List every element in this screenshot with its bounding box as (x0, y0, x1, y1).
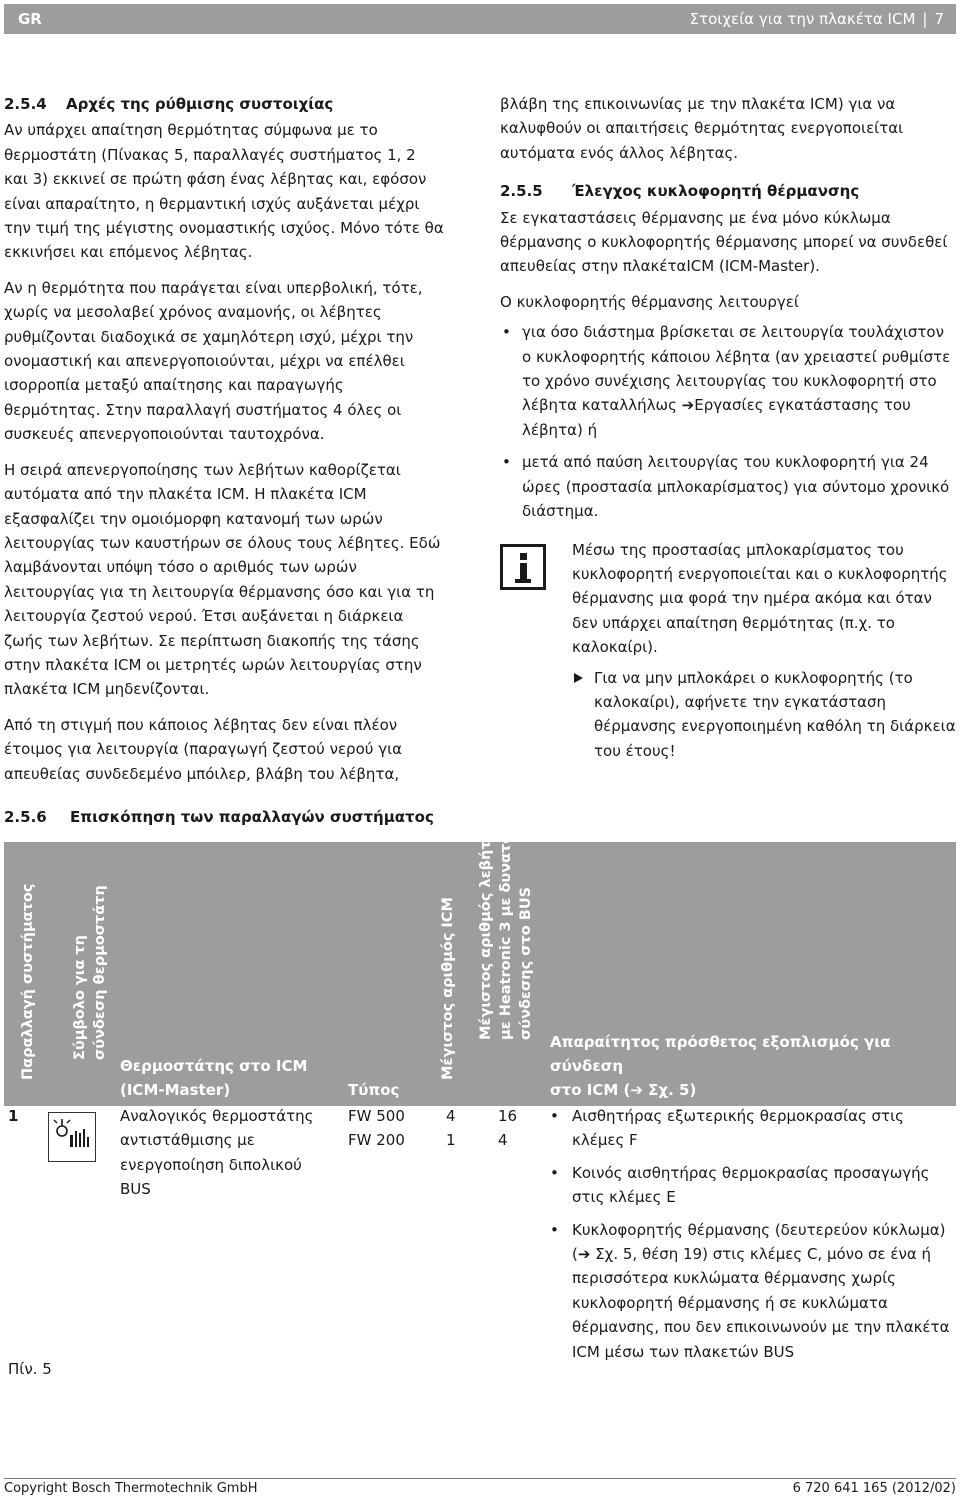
equipment-list (548, 1104, 956, 1364)
list-item: • για όσο διάστημα βρίσκεται σε λειτουργία τουλάχιστον ο κυκλοφορητής κάποιου λέβητα (αν χρειαστεί ρυθμίστε το χρόνο συνέχισης λειτουργίας του κυκλοφορητή στο λέβητα καταλλήλως ➔Εργασίες εγκατάστασης του λέβητα) ή (500, 320, 956, 442)
section-number: 2.5.4 (4, 95, 47, 113)
header-max-boilers-line: σύνδεσης στο BUS (518, 886, 534, 1040)
icm-value: 1 (446, 1131, 456, 1150)
info-note (500, 538, 956, 764)
right-column (500, 92, 956, 763)
cell-variant: 1 (8, 1107, 19, 1125)
max-boilers-value: 4 (498, 1131, 508, 1150)
language-code: GR (18, 10, 42, 28)
type-value: FW 200 (348, 1131, 405, 1150)
paragraph: Αν η θερμότητα που παράγεται είναι υπερβολική, τότε, χωρίς να μεσολαβεί χρόνος αναμονής, οι λέβητες ρυθμίζονται διαδοχικά σε χαμηλότερη ισχύ, μέχρι την ονομαστική και απενεργοποιούνται, μέχρι να επέλθει ισορροπία μεταξύ απαίτησης και παραγωγής θερμότητας. Στην παραλλαγή συστήματος 4 όλες οι συσκευές απενεργοποιούνται ταυτοχρόνα. (4, 278, 423, 444)
header-max-boilers-line: με Heatronic 3 με δυνατότητα (498, 794, 514, 1040)
header-symbol (66, 842, 122, 1106)
table-caption: Πίν. 5 (8, 1360, 52, 1378)
header-title: Στοιχεία για την πλακέτα ICM | 7 (689, 10, 944, 28)
cell-thermostat: Αναλογικός θερμοστάτης αντιστάθμισης με ενεργοποίηση διπολικού BUS (120, 1107, 314, 1199)
bullet-list (500, 320, 956, 523)
arrow-right-icon (574, 673, 583, 683)
header-variant (16, 842, 46, 1106)
header-thermostat (120, 1054, 307, 1102)
page-number: 7 (934, 10, 944, 28)
header-equipment-line: Απαραίτητος πρόσθετος εξοπλισμός για σύνδεση (550, 1033, 891, 1075)
thermostat-symbol-svg (49, 1113, 94, 1160)
section-title: Αρχές της ρύθμισης συστοιχίας (66, 95, 334, 113)
note-step (572, 666, 956, 764)
section-heading-2-5-4 (4, 92, 444, 116)
list-item: • μετά από παύση λειτουργίας του κυκλοφορητή για 24 ώρες (προστασία μπλοκαρίσματος) για σύντομο χρονικό διάστημα. (500, 450, 956, 523)
list-item: • Κυκλοφορητής θέρμανσης (δευτερεύον κύκλωμα) (➔ Σχ. 5, θέση 19) στις κλέμες C, μόνο σε ένα ή περισσότερα κυκλώματα θέρμανσης χωρίς κυκλοφορητή θέρμανσης ή σε κυκλώματα θέρμανσης, που δεν επικοινωνούν με την πλακέτα ICM μέσω των πλακετών BUS (548, 1218, 956, 1364)
cell-equipment (548, 1104, 956, 1374)
note-text: Μέσω της προστασίας μπλοκαρίσματος του κυκλοφορητή ενεργοποιείται και ο κυκλοφορητής θέρμανσης μια φορά την ημέρα ακόμα και όταν δεν υπάρχει απαίτηση θερμότητας (π.χ. το καλοκαίρι). (572, 540, 948, 657)
header-max-boilers-line: Μέγιστος αριθμός λεβήτων (478, 817, 494, 1040)
paragraph: Ο κυκλοφορητής θέρμανσης λειτουργεί (500, 292, 799, 311)
left-column (4, 92, 444, 797)
max-boilers-value: 16 (498, 1107, 518, 1125)
header-max-icm-text: Μέγιστος αριθμός ICM (440, 897, 456, 1080)
section-heading-2-5-6 (4, 808, 434, 826)
list-item: • Αισθητήρας εξωτερικής θερμοκρασίας στις κλέμες F (548, 1104, 956, 1153)
section-number: 2.5.6 (4, 808, 47, 826)
cell-type (348, 1104, 428, 1153)
paragraph: Αν υπάρχει απαίτηση θερμότητας σύμφωνα με το θερμοστάτη (Πίνακας 5, παραλλαγές συστήματος 1, 2 και 3) εκκινεί σε πρώτη φάση ένας λέβητας και, εφόσον είναι απαραίτητο, η θερμαντική ισχύς αυξάνεται μέχρι την τιμή της μέγιστης ονομαστικής ισχύος. Μόνο τότε θα εκκινήσει και επόμενος λέβητας. (4, 121, 444, 262)
type-value: FW 500 (348, 1107, 405, 1125)
note-step-text: Για να μην μπλοκάρει ο κυκλοφορητής (το καλοκαίρι), αφήνετε την εγκατάσταση θέρμανσης ενεργοποιημένη καθόλη τη διάρκεια του έτους! (594, 668, 956, 760)
paragraph: Η σειρά απενεργοποίησης των λεβήτων καθορίζεται αυτόματα από την πλακέτα ICM. Η πλακέτα ICM εξασφαλίζει την ομοιόμορφη κατανομή των ωρών λειτουργίας των καυστήρων σε όλους τους λέβητες. Εδώ λαμβάνονται υπόψη τόσο ο αριθμός των ωρών λειτουργίας για τη λειτουργία θέρμανσης όσο και για τη λειτουργία ζεστού νερού. Έτσι αυξάνεται η διάρκεια ζωής των λεβήτων. Σε περίπτωση διακοπής της τάσης στην πλακέτα ICM οι μετρητές ωρών λειτουργίας στην πλακέτα ICM μηδενίζονται. (4, 460, 441, 699)
section-title: Επισκόπηση των παραλλαγών συστήματος (70, 808, 434, 826)
page-header (4, 4, 956, 34)
header-max-boilers (474, 794, 548, 1106)
info-icon (500, 544, 546, 590)
thermostat-symbol-icon (48, 1112, 96, 1162)
paragraph: βλάβη της επικοινωνίας με την πλακέτα ICM) για να καλυφθούν οι απαιτήσεις θερμότητας ενεργοποιείται αυτόματα ενός άλλος λέβητας. (500, 95, 904, 162)
header-equipment-line: στο ICM (➔ Σχ. 5) (550, 1081, 697, 1099)
copyright: Copyright Bosch Thermotechnik GmbH (4, 1481, 258, 1496)
icm-value: 4 (446, 1107, 456, 1125)
cell-max-icm (446, 1104, 476, 1153)
section-heading-2-5-5 (500, 179, 956, 203)
header-max-icm (436, 842, 466, 1106)
section-title: Έλεγχος κυκλοφορητή θέρμανσης (572, 182, 860, 201)
header-title-text: Στοιχεία για την πλακέτα ICM (689, 10, 916, 28)
paragraph: Από τη στιγμή που κάποιος λέβητας δεν είναι πλέον έτοιμος για λειτουργία (παραγωγή ζεστού νερού για απευθείας συνδεδεμένο μπόιλερ, βλάβη του λέβητα, (4, 715, 403, 783)
section-number: 2.5.5 (500, 182, 543, 201)
header-equipment (550, 1030, 956, 1102)
header-type: Τύπος (348, 1081, 400, 1099)
document-number: 6 720 641 165 (2012/02) (792, 1481, 956, 1496)
header-symbol-line: Σύμβολο για τη (72, 934, 88, 1060)
page-footer (4, 1478, 956, 1496)
list-item: • Κοινός αισθητήρας θερμοκρασίας προσαγωγής στις κλέμες E (548, 1161, 956, 1210)
cell-max-boilers (498, 1104, 538, 1153)
header-symbol-line: σύνδεση θερμοστάτη (92, 885, 108, 1060)
header-variant-text: Παραλλαγή συστήματος (20, 883, 36, 1080)
paragraph: Σε εγκαταστάσεις θέρμανσης με ένα μόνο κύκλωμα θέρμανσης ο κυκλοφορητής θέρμανσης μπορεί να συνδεθεί απευθείας στην πλακέταICM (ICM-Master). (500, 208, 948, 276)
header-max-boilers-text (476, 795, 536, 1040)
header-thermostat-line: Θερμοστάτης στο ICM (120, 1057, 308, 1075)
header-thermostat-line: (ICM-Master) (120, 1081, 231, 1099)
header-symbol-text (70, 885, 110, 1060)
